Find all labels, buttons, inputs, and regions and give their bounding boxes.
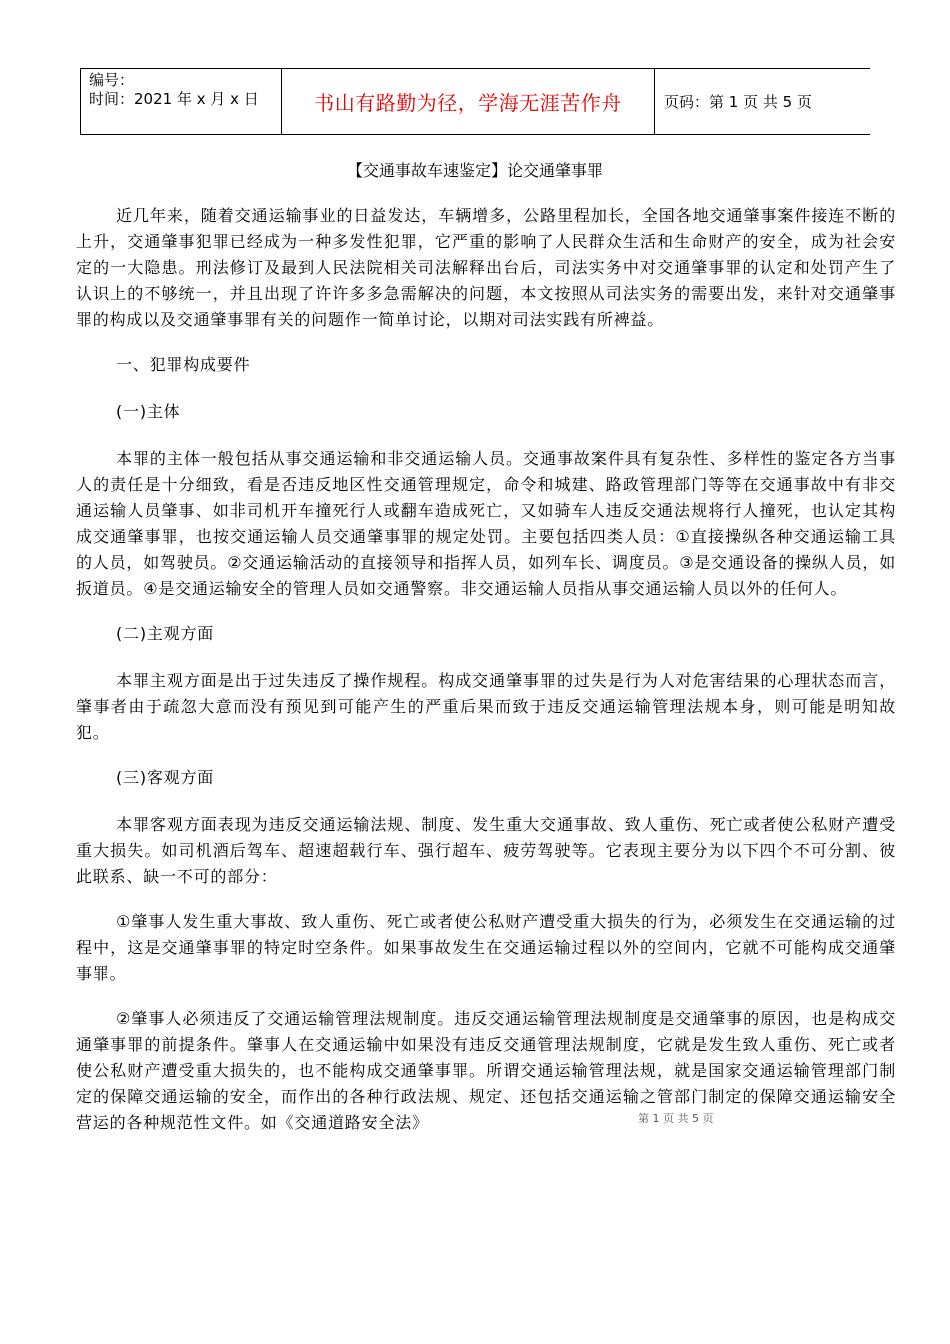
paragraph: 本罪主观方面是出于过失违反了操作规程。构成交通肇事罪的过失是行为人对危害结果的心理状态而言，肇事者由于疏忽大意而没有预见到可能产生的严重后果而致于违反交通运输管理法规本身，则可能是明知故犯。: [76, 671, 896, 742]
paragraph: ①肇事人发生重大事故、致人重伤、死亡或者使公私财产遭受重大损失的行为，必须发生在交通运输的过程中，这是交通肇事罪的特定时空条件。如果事故发生在交通运输过程以外的空间内，它就不可能构成交通肇事罪。: [76, 912, 896, 983]
section-heading: (二)主观方面: [116, 624, 215, 643]
paragraph: ②肇事人必须违反了交通运输管理法规制度。违反交通运输管理法规制度是交通肇事的原因，也是构成交通肇事罪的前提条件。肇事人在交通运输中如果没有违反交通管理法规制度，它就是发生致人重伤、死亡或者使公私财产遭受重大损失的，也不能构成交通肇事罪。所谓交通运输管理法规，就是国家交通运输管理部门制定的保障交通运输的安全，而作出的各种行政法规、规定、还包括交通运输之管部门制定的保障交通运输安全营运的各种规范性文件。如《交通道路安全法》: [76, 1009, 896, 1132]
header-meta-cell: [81, 69, 282, 134]
document-title: 【交通事故车速鉴定】论交通肇事罪: [346, 161, 603, 180]
page-footer: 第 1 页 共 5 页: [638, 1112, 714, 1125]
section-heading: (三)客观方面: [116, 768, 215, 787]
time-label: 时间：2021 年 x 月 x 日: [89, 90, 259, 108]
section-heading: (一)主体: [116, 402, 181, 421]
header-table: [80, 68, 870, 135]
paragraph: 本罪客观方面表现为违反交通运输法规、制度、发生重大交通事故、致人重伤、死亡或者使公私财产遭受重大损失。如司机酒后驾车、超速超载行车、强行超车、疲劳驾驶等。它表现主要分为以下四个不可分割、彼此联系、缺一不可的部分：: [76, 815, 896, 886]
section-heading: 一、犯罪构成要件: [116, 355, 251, 374]
paragraph: 近几年来，随着交通运输事业的日益发达，车辆增多，公路里程加长，全国各地交通肇事案件接连不断的上升，交通肇事犯罪已经成为一种多发性犯罪，它严重的影响了人民群众生活和生命财产的安全，成为社会安定的一大隐患。刑法修订及最到人民法院相关司法解释出台后，司法实务中对交通肇事罪的认定和处罚产生了认识上的不够统一，并且出现了许许多多急需解决的问题，本文按照从司法实务的需要出发，来针对交通肇事罪的构成以及交通肇事罪有关的问题作一简单讨论，以期对司法实践有所裨益。: [76, 206, 896, 329]
document-body: [76, 203, 896, 1155]
page-info: 页码：第 1 页 共 5 页: [664, 93, 812, 111]
number-label: 编号：: [89, 71, 135, 89]
motto: 书山有路勤为径，学海无涯苦作舟: [282, 69, 655, 134]
paragraph: 本罪的主体一般包括从事交通运输和非交通运输人员。交通事故案件具有复杂性、多样性的鉴定各方当事人的责任是十分细致，看是否违反地区性交通管理规定，命令和城建、路政管理部门等等在交通事故中有非交通运输人员肇事、如非司机开车撞死行人或翻车造成死亡，又如骑车人违反交通法规将行人撞死，也认定其构成交通肇事罪，也按交通运输人员交通肇事罪的规定处罚。主要包括四类人员：①直接操纵各种交通运输工具的人员，如驾驶员。②交通运输活动的直接领导和指挥人员，如列车长、调度员。③是交通设备的操纵人员，如扳道员。④是交通运输安全的管理人员如交通警察。非交通运输人员指从事交通运输人员以外的任何人。: [76, 449, 896, 598]
